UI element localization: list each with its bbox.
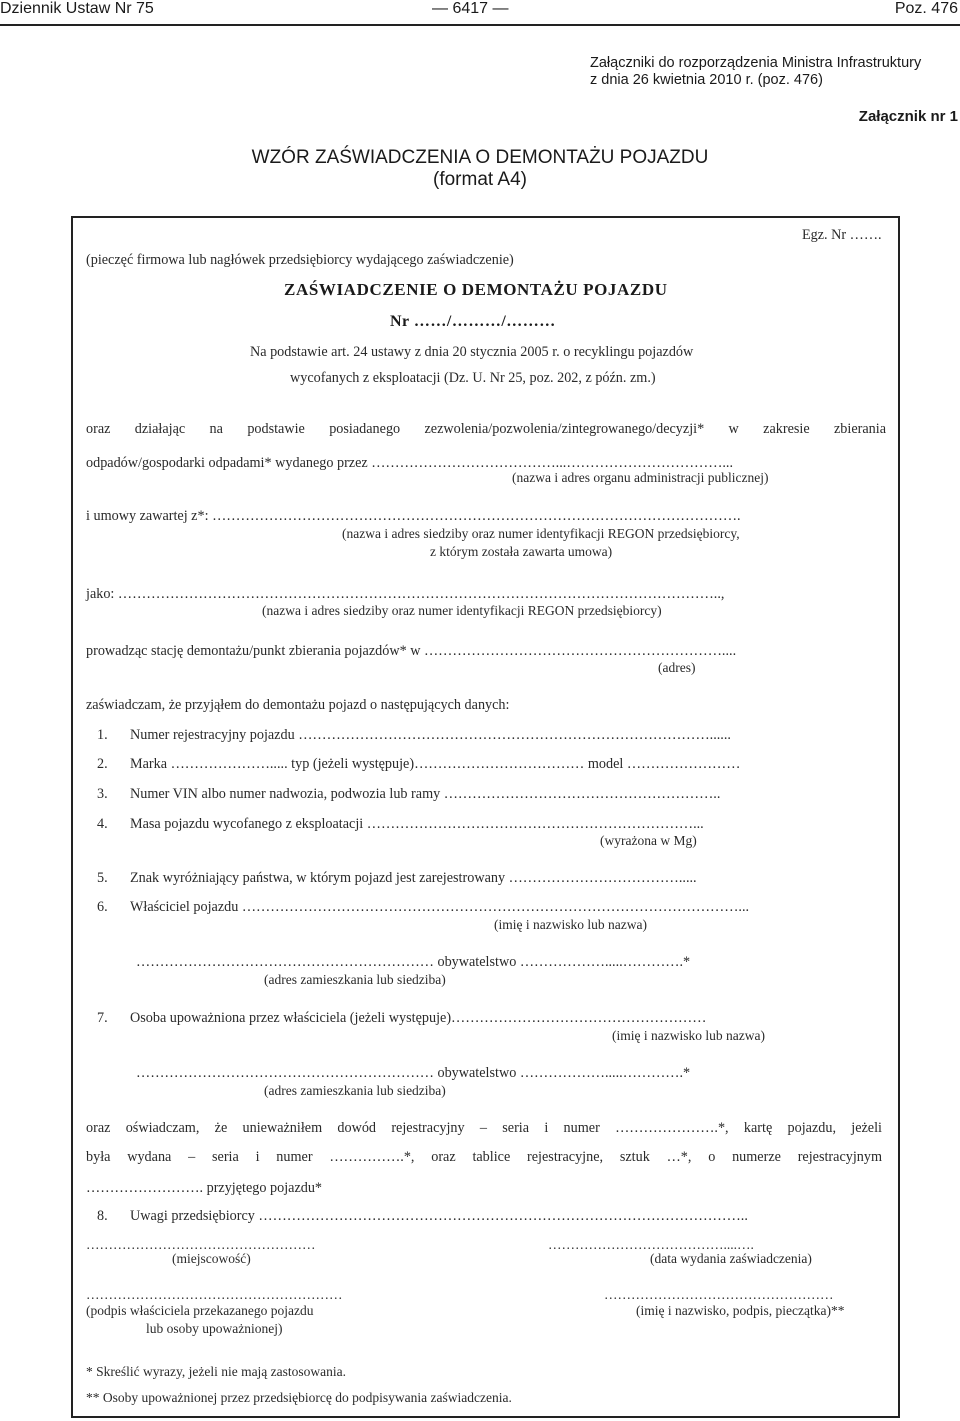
footnote-2: ** Osoby upoważnionej przez przedsiębiorcę do podpisywania zaświadczenia.: [86, 1390, 512, 1405]
item-number: 6.: [97, 899, 108, 915]
form-title: ZAŚWIADCZENIE O DEMONTAŻU POJAZDU: [284, 280, 668, 299]
item-authorized-person: Osoba upoważniona przez właściciela (jeżeli występuje)………………………………………………: [130, 1010, 707, 1026]
place-caption: (miejscowość): [172, 1251, 251, 1266]
owner-address-caption: (adres zamieszkania lub siedziba): [264, 972, 446, 987]
header-rule: [0, 24, 960, 26]
authorized-address-line: ……………………………………………………… obywatelstwo ……………….....………….*: [136, 1065, 691, 1081]
copy-number: Egz. Nr …….: [802, 227, 882, 243]
permit-caption: (nazwa i adres organu administracji publicznej): [512, 470, 769, 485]
footnote-1: * Skreślić wyrazy, jeżeli nie mają zastosowania.: [86, 1364, 347, 1379]
acting-as-caption: (nazwa i adres siedziby oraz numer identyfikacji REGON przedsiębiorcy): [262, 603, 662, 618]
item-owner: Właściciel pojazdu ……………………………………………………………………………………………...: [130, 899, 750, 915]
certificate-number: Nr ……/………/………: [390, 313, 556, 330]
annex-note-line2: z dnia 26 kwietnia 2010 r. (poz. 476): [590, 72, 823, 88]
stamp-note: (pieczęć firmowa lub nagłówek przedsiębiorcy wydającego zaświadczenie): [86, 252, 514, 268]
place-dots: ……………………………………………: [86, 1237, 316, 1252]
item-make-type-model: Marka …………………..... typ (jeżeli występuje)……………………………… model ……………………: [130, 756, 741, 772]
permit-line1: oraz działając na podstawie posiadanego zezwolenia/pozwolenia/zintegrowanego/decyzji* w zakresie zbierania: [86, 421, 886, 437]
permit-line2: odpadów/gospodarki odpadami* wydanego przez …………………………………...……………………………...: [86, 455, 734, 471]
item-country-sign: Znak wyróżniający państwa, w którym pojazd jest zarejestrowany ……………………………….....: [130, 870, 697, 886]
position-number: Poz. 476: [894, 0, 958, 17]
station-caption: (adres): [658, 660, 696, 675]
issuer-signature-caption: (imię i nazwisko, podpis, pieczątka)**: [636, 1303, 845, 1318]
certify-line: zaświadczam, że przyjąłem do demontażu pojazd o następujących danych:: [86, 697, 510, 713]
owner-address-line: ……………………………………………………… obywatelstwo ……………….....………….*: [136, 954, 691, 970]
station-line: prowadząc stację demontażu/punkt zbierania pojazdów* w ………………………………………………………....: [86, 643, 737, 659]
item-remarks: Uwagi przedsiębiorcy …………………………………………………………………………………………..: [130, 1208, 748, 1224]
declaration-line3: ……………………. przyjętego pojazdu*: [86, 1180, 323, 1196]
acting-as-line: jako: ………………………………………………………………………………………………………………..,: [86, 586, 725, 602]
item-registration: Numer rejestracyjny pojazdu ……………………………………………………………………………......: [130, 727, 731, 743]
contract-line: i umowy zawartej z*: ………………………………………………………………………………………………….: [86, 508, 741, 524]
owner-signature-caption-1: (podpis właściciela przekazanego pojazdu: [86, 1303, 314, 1318]
annex-number: Załącznik nr 1: [858, 108, 958, 125]
declaration-line1: oraz oświadczam, że unieważniłem dowód rejestracyjny – seria i numer ………………….*, kartę pojazdu, jeżeli: [86, 1120, 882, 1136]
item-number: 3.: [97, 786, 108, 802]
item-mass: Masa pojazdu wycofanego z eksploatacji ……………………………………………………………...: [130, 816, 704, 832]
item-number: 8.: [97, 1208, 108, 1224]
item-vin: Numer VIN albo numer nadwozia, podwozia lub ramy …………………………………………………..: [130, 786, 721, 802]
declaration-line2: była wydana – seria i numer …………….*, oraz tablice rejestracyjne, sztuk …*, o numerze rejestracyjnym: [86, 1149, 882, 1165]
legal-basis-line2: wycofanych z eksploatacji (Dz. U. Nr 25, poz. 202, z późn. zm.): [290, 370, 656, 386]
owner-signature-dots: …………………………………………………: [86, 1287, 343, 1302]
journal-name: Dziennik Ustaw Nr 75: [0, 0, 154, 17]
legal-basis-line1: Na podstawie art. 24 ustawy z dnia 20 stycznia 2005 r. o recyklingu pojazdów: [250, 344, 694, 360]
item-number: 4.: [97, 816, 108, 832]
item-number: 5.: [97, 870, 108, 886]
document-title: WZÓR ZAŚWIADCZENIA O DEMONTAŻU POJAZDU: [251, 147, 709, 168]
page-number: — 6417 —: [432, 0, 509, 17]
annex-note-line1: Załączniki do rozporządzenia Ministra Infrastruktury: [590, 55, 922, 71]
item-number: 7.: [97, 1010, 108, 1026]
authorized-caption: (imię i nazwisko lub nazwa): [612, 1028, 765, 1043]
owner-caption: (imię i nazwisko lub nazwa): [494, 917, 647, 932]
issuer-signature-dots: ……………………………………………: [604, 1287, 834, 1302]
owner-signature-caption-2: lub osoby upoważnionej): [146, 1321, 283, 1336]
authorized-address-caption: (adres zamieszkania lub siedziba): [264, 1083, 446, 1098]
date-dots: …………………………………....….: [548, 1237, 754, 1252]
item-number: 2.: [97, 756, 108, 772]
mass-caption: (wyrażona w Mg): [600, 833, 697, 848]
document-format: (format A4): [433, 169, 527, 190]
contract-caption-2: z którym została zawarta umowa): [430, 544, 613, 559]
item-number: 1.: [97, 727, 108, 743]
date-caption: (data wydania zaświadczenia): [650, 1251, 812, 1266]
contract-caption-1: (nazwa i adres siedziby oraz numer identyfikacji REGON przedsiębiorcy,: [342, 526, 740, 541]
